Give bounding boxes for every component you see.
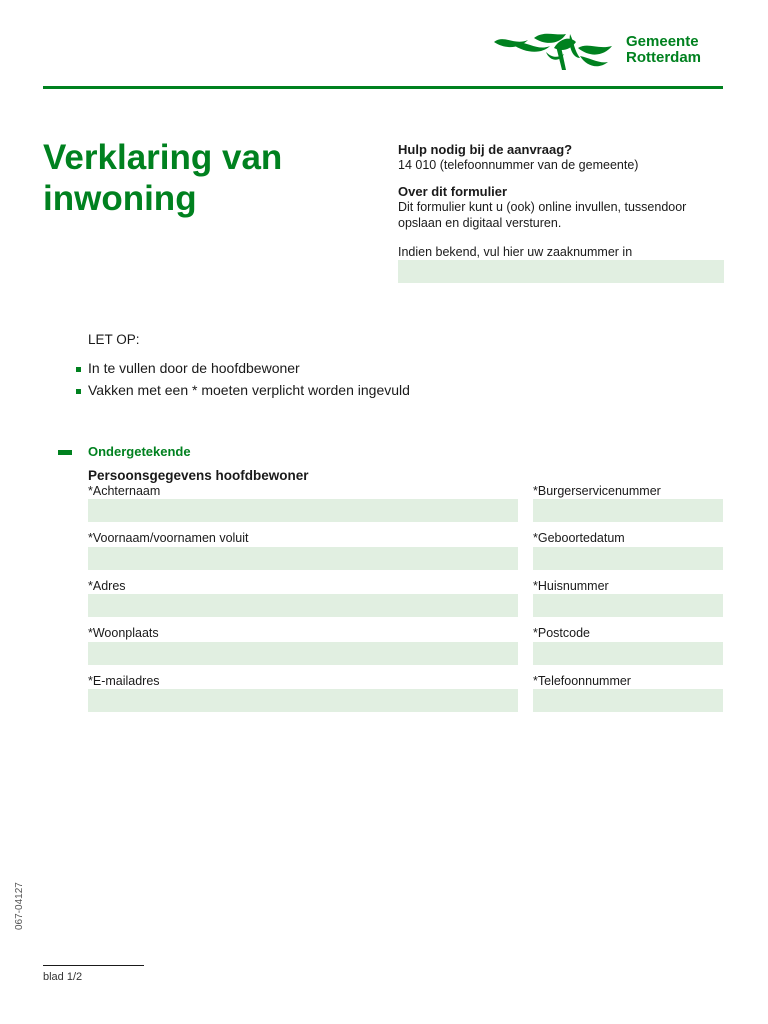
case-number-input[interactable]	[398, 260, 724, 283]
page-number: blad 1/2	[43, 971, 83, 983]
postcode-label: *Postcode	[533, 626, 590, 640]
lastname-input[interactable]	[88, 499, 518, 522]
about-text: Dit formulier kunt u (ook) online invullen, tussendoor opslaan en digitaal versturen.	[398, 200, 687, 230]
phone-label: *Telefoonnummer	[533, 674, 631, 688]
house-number-label: *Huisnummer	[533, 579, 609, 593]
section-marker	[58, 450, 72, 455]
city-label: *Woonplaats	[88, 626, 159, 640]
address-label: *Adres	[88, 579, 126, 593]
case-number-label: Indien bekend, vul hier uw zaaknummer in	[398, 245, 633, 259]
postcode-input[interactable]	[533, 642, 723, 665]
document-code: 067-04127	[14, 882, 25, 930]
notice-item: In te vullen door de hoofdbewoner	[88, 360, 300, 376]
bullet-marker	[76, 367, 81, 372]
subsection-title: Persoonsgegevens hoofdbewoner	[88, 468, 309, 483]
header-divider	[43, 86, 723, 89]
bsn-label: *Burgerservicenummer	[533, 484, 661, 498]
logo-line-1: Gemeente	[626, 33, 699, 50]
email-label: *E-mailadres	[88, 674, 160, 688]
phone-input[interactable]	[533, 689, 723, 712]
address-input[interactable]	[88, 594, 518, 617]
about-heading: Over dit formulier	[398, 184, 508, 199]
help-heading: Hulp nodig bij de aanvraag?	[398, 142, 573, 157]
birthdate-input[interactable]	[533, 547, 723, 570]
about-block	[398, 184, 724, 231]
logo-text	[626, 34, 701, 66]
notice-item: Vakken met een * moeten verplicht worden ingevuld	[88, 382, 410, 398]
rotterdam-lion-emblem-icon	[490, 28, 616, 74]
birthdate-label: *Geboortedatum	[533, 531, 625, 545]
notice-heading: LET OP:	[88, 332, 140, 347]
logo-line-2: Rotterdam	[626, 49, 702, 66]
bsn-input[interactable]	[533, 499, 723, 522]
bullet-marker	[76, 389, 81, 394]
footer-divider	[43, 965, 144, 966]
firstnames-label: *Voornaam/voornamen voluit	[88, 531, 249, 545]
page-title: Verklaring van inwoning	[43, 138, 283, 218]
help-block	[398, 142, 724, 173]
firstnames-input[interactable]	[88, 547, 518, 570]
section-title: Ondergetekende	[88, 444, 191, 459]
help-phone: 14 010 (telefoonnummer van de gemeente)	[398, 158, 639, 172]
city-input[interactable]	[88, 642, 518, 665]
lastname-label: *Achternaam	[88, 484, 161, 498]
email-input[interactable]	[88, 689, 518, 712]
house-number-input[interactable]	[533, 594, 723, 617]
